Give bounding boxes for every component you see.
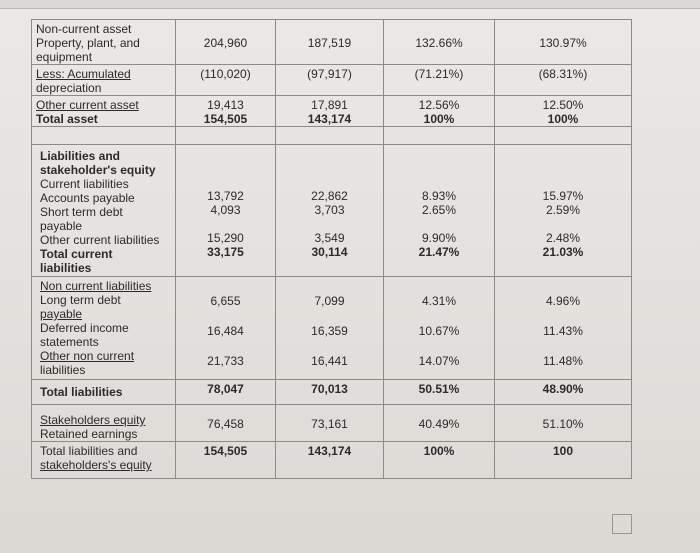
value-text: 76,458 [207, 417, 244, 431]
value-text: 9.90% [421, 231, 457, 245]
value-text [280, 217, 379, 231]
value-cell [495, 277, 632, 380]
value-text [499, 217, 627, 231]
value-text: 16,359 [311, 324, 348, 338]
value-text: 16,484 [207, 324, 244, 338]
value-text: 204,960 [203, 36, 248, 50]
value-cell [495, 405, 632, 442]
row-label [32, 145, 176, 277]
value-cell [384, 65, 495, 96]
value-cell [495, 380, 632, 405]
value-text: 12.50% [542, 98, 584, 112]
value-cell [176, 277, 276, 380]
value-text: 10.67% [418, 324, 460, 338]
table-row [32, 20, 632, 65]
value-cell [384, 127, 495, 145]
table-row [32, 277, 632, 380]
value-cell [495, 442, 632, 479]
row-label-line: Property, plant, and [36, 36, 140, 50]
value-text [280, 339, 379, 354]
value-cell [276, 96, 384, 127]
value-text [499, 309, 627, 324]
value-text [280, 279, 379, 294]
row-label-line: stakeholders's equity [40, 458, 152, 472]
value-cell [495, 20, 632, 65]
value-text [388, 309, 490, 324]
value-text: (68.31%) [538, 67, 588, 81]
value-text: 15.97% [542, 189, 584, 203]
row-label-line: Current liabilities [40, 177, 129, 191]
table-body [32, 20, 632, 479]
row-label-line: Less: Acumulated [36, 67, 131, 81]
value-text: 154,505 [203, 444, 248, 458]
value-text: 40.49% [418, 417, 460, 431]
value-text: 21.03% [542, 245, 584, 259]
value-text: 100% [547, 112, 579, 126]
value-text: 100% [423, 444, 455, 458]
value-text: 154,505 [203, 112, 248, 126]
row-label-line: Short term debt [40, 205, 123, 219]
value-cell [495, 65, 632, 96]
row-label-line: payable [40, 219, 83, 233]
row-label-line: Total liabilities [40, 385, 123, 399]
row-label [32, 127, 176, 145]
value-cell [276, 20, 384, 65]
value-cell [276, 380, 384, 405]
value-cell [276, 442, 384, 479]
value-text: 22,862 [311, 189, 348, 203]
row-label-line: Non-current asset [36, 22, 132, 36]
value-text: 2.59% [545, 203, 581, 217]
value-cell [495, 127, 632, 145]
value-text: 30,114 [311, 245, 348, 259]
row-label-line: Total liabilities and [40, 444, 138, 458]
row-label-line: Deferred income [40, 321, 129, 335]
value-cell [276, 145, 384, 277]
row-label-line: Other current asset [36, 98, 139, 112]
row-label [32, 405, 176, 442]
value-text: 2.65% [421, 203, 457, 217]
value-text: 19,413 [207, 98, 244, 112]
value-text: 17,891 [311, 98, 348, 112]
value-cell [495, 96, 632, 127]
value-text: 15,290 [207, 231, 244, 245]
row-label-line: Accounts payable [40, 191, 135, 205]
value-text: 132.66% [415, 36, 463, 50]
value-text [499, 279, 627, 294]
value-cell [384, 380, 495, 405]
value-text: 33,175 [207, 245, 244, 259]
value-text: 14.07% [418, 354, 460, 368]
value-text: 48.90% [542, 382, 584, 396]
value-text: 50.51% [418, 382, 460, 396]
value-text [180, 339, 271, 354]
corner-box [612, 514, 632, 534]
value-text: 8.93% [421, 189, 457, 203]
value-text: 143,174 [307, 444, 352, 458]
value-cell [384, 277, 495, 380]
row-label [32, 442, 176, 479]
value-text [499, 339, 627, 354]
row-label-line: Other non current [40, 349, 135, 363]
value-text: 100% [423, 112, 455, 126]
value-text: 130.97% [539, 36, 587, 50]
table-row [32, 145, 632, 277]
value-text: 4.31% [421, 294, 457, 308]
value-text: 7,099 [314, 294, 345, 308]
value-cell [276, 405, 384, 442]
value-cell [176, 20, 276, 65]
value-cell [276, 65, 384, 96]
value-text: 78,047 [207, 382, 244, 396]
value-text [388, 217, 490, 231]
row-label-line: Stakeholders equity [40, 413, 146, 427]
value-text: 21.47% [418, 245, 460, 259]
value-text: 11.43% [543, 324, 583, 338]
value-text: 4.96% [545, 294, 581, 308]
value-text: 100 [552, 444, 574, 458]
value-cell [176, 96, 276, 127]
table-row [32, 380, 632, 405]
row-label [32, 96, 176, 127]
value-cell [176, 65, 276, 96]
value-text: 16,441 [311, 354, 348, 368]
value-text: (97,917) [307, 67, 352, 81]
row-label-line: liabilities [40, 261, 92, 275]
value-cell [384, 96, 495, 127]
row-label-line: Total asset [36, 112, 98, 126]
table-row [32, 405, 632, 442]
value-cell [384, 145, 495, 277]
value-text: 3,549 [314, 231, 345, 245]
row-label-line: equipment [36, 50, 93, 64]
value-text: 73,161 [311, 417, 348, 431]
value-text: (110,020) [200, 67, 251, 81]
row-label-line: statements [40, 335, 99, 349]
row-label-line: Liabilities and [40, 149, 121, 163]
value-text: 70,013 [311, 382, 348, 396]
value-cell [176, 145, 276, 277]
value-cell [176, 127, 276, 145]
value-cell [495, 145, 632, 277]
value-text: 11.48% [543, 354, 583, 368]
table-row [32, 442, 632, 479]
value-text: 13,792 [207, 189, 244, 203]
value-text [180, 217, 271, 231]
table-row [32, 127, 632, 145]
value-cell [276, 127, 384, 145]
value-text: 51.10% [542, 417, 584, 431]
value-text: 4,093 [210, 203, 241, 217]
value-text: 6,655 [210, 294, 241, 308]
row-label-line: payable [40, 307, 83, 321]
value-text: (71.21%) [414, 67, 464, 81]
value-cell [384, 20, 495, 65]
value-text [180, 309, 271, 324]
balance-sheet-table [31, 19, 632, 479]
table-row [32, 65, 632, 96]
row-label [32, 20, 176, 65]
row-label-line: Other current liabilities [40, 233, 160, 247]
value-cell [384, 405, 495, 442]
value-text [280, 309, 379, 324]
value-text: 2.48% [545, 231, 581, 245]
row-label-line: Retained earnings [40, 427, 138, 441]
value-text: 12.56% [418, 98, 460, 112]
row-label [32, 65, 176, 96]
value-cell [384, 442, 495, 479]
value-cell [276, 277, 384, 380]
table-row [32, 96, 632, 127]
row-label-line: stakeholder's equity [40, 163, 156, 177]
top-strip [0, 0, 700, 9]
value-text: 3,703 [314, 203, 345, 217]
value-cell [176, 442, 276, 479]
row-label [32, 277, 176, 380]
value-text: 187,519 [307, 36, 352, 50]
row-label-line: Long term debt [40, 293, 121, 307]
value-text: 143,174 [307, 112, 352, 126]
value-text [388, 339, 490, 354]
value-text: 21,733 [207, 354, 244, 368]
row-label [32, 380, 176, 405]
value-text [388, 279, 490, 294]
row-label-line: Total current [40, 247, 113, 261]
value-cell [176, 405, 276, 442]
row-label-line: liabilities [40, 363, 86, 377]
row-label-line: depreciation [36, 81, 102, 95]
row-label-line: Non current liabilities [40, 279, 152, 293]
value-cell [176, 380, 276, 405]
value-text [180, 279, 271, 294]
